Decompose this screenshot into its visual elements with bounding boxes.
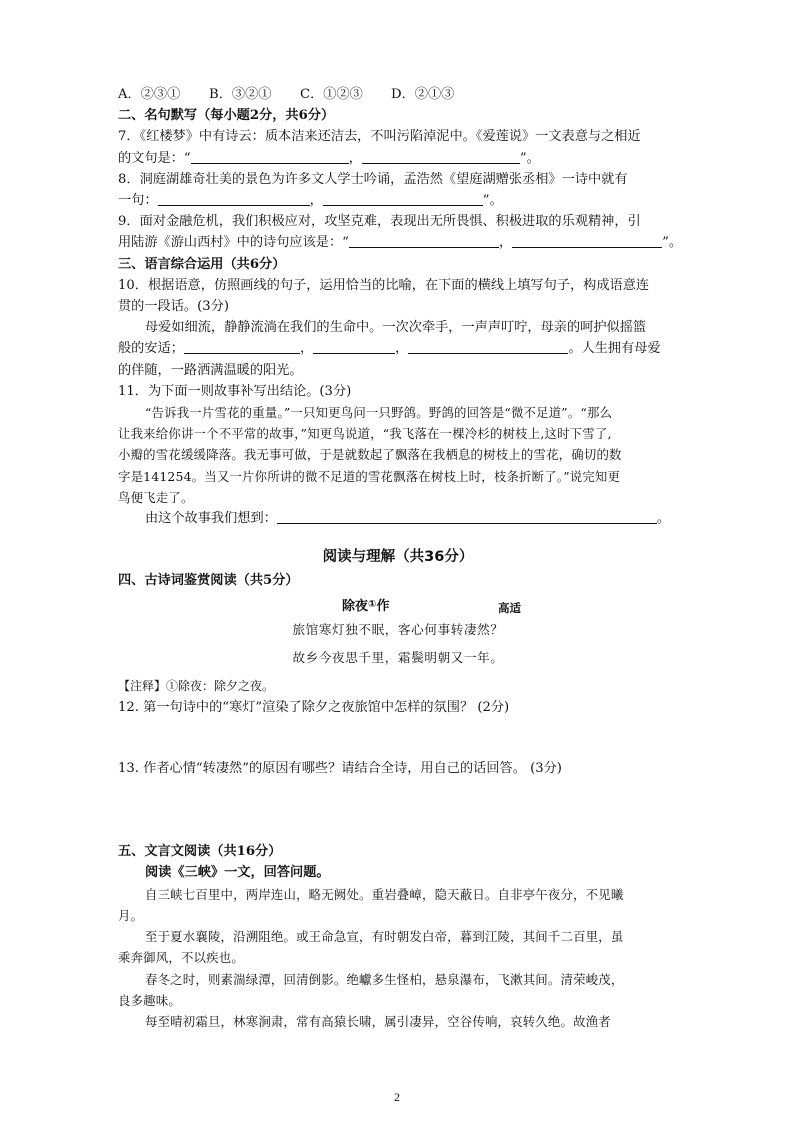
poem-note-mark: ① xyxy=(368,598,377,610)
story-line-2: 让我来给你讲一个不平常的故事，”知更鸟说道，“我飞落在一棵冷杉的树枝上,这时下雪了, xyxy=(118,426,612,442)
q7-end: ”。 xyxy=(519,150,540,166)
poem-line-2: 故乡今夜思千里，霜鬓明朝又一年。 xyxy=(292,649,504,665)
section-5-subtitle: 阅读《三峡》一文，回答问题。 xyxy=(145,865,330,881)
classical-p3-2: 良多趣味。 xyxy=(118,992,181,1008)
option-c: C．①②③ xyxy=(300,87,363,102)
q10-passage-1: 母爱如细流，静静流淌在我们的生命中。一次次牵手，一声声叮咛，母亲的呵护似摇篮 xyxy=(145,320,647,336)
section-3-title: 三、语言综合运用（共6分） xyxy=(118,256,286,272)
classical-p2-2: 乘奔御风，不以疾也。 xyxy=(118,950,244,966)
story-line-5: 鸟便飞走了。 xyxy=(118,489,194,505)
q8-prefix: 一句： xyxy=(118,193,158,209)
page-number: 2 xyxy=(394,1090,400,1104)
poem-note: 【注释】①除夜：除夕之夜。 xyxy=(118,678,275,693)
poem-title xyxy=(342,594,390,617)
option-d: D．②①③ xyxy=(391,87,455,102)
q9-blank-2[interactable] xyxy=(512,233,662,248)
comma: ， xyxy=(498,235,513,251)
q10-text-1: 10．根据语意，仿照画线的句子，运用恰当的比喻，在下面的横线上填写句子，构成语意连 xyxy=(118,277,650,293)
comma: ， xyxy=(348,150,362,166)
q10-prefix: 般的安适； xyxy=(118,341,184,357)
q8-text-1: 8．洞庭湖雄奇壮美的景色为许多文人学士吟诵，孟浩然《望庭湖赠张丞相》一诗中就有 xyxy=(118,171,628,187)
q7-blank-1[interactable] xyxy=(191,149,349,164)
option-b: B．③②① xyxy=(209,87,272,102)
q9-end: ”。 xyxy=(662,235,683,251)
section-5-title: 五、文言文阅读（共16分） xyxy=(118,844,282,860)
conclusion-prefix: 由这个故事我们想到： xyxy=(145,511,277,527)
comma: ， xyxy=(395,341,409,357)
q7-text-2 xyxy=(118,148,678,169)
exam-page xyxy=(118,84,683,1032)
section-2-title: 二、名句默写（每小题2分，共6分） xyxy=(118,108,335,124)
q13-text: 13. 作者心情“转凄然”的原因有哪些？请结合全诗，用自己的话回答。 (3分) xyxy=(118,761,562,777)
q8-text-2 xyxy=(118,190,678,211)
q7-text-1: 7．《红楼梦》中有诗云：质本洁来还洁去，不叫污陷淖泥中。《爱莲说》一文表意与之相近 xyxy=(118,129,641,145)
q10-passage-3: 的伴随，一路洒满温暖的阳光。 xyxy=(118,362,303,378)
q8-end: ”。 xyxy=(482,193,503,209)
poem-line-1: 旅馆寒灯独不眠，客心何事转凄然？ xyxy=(292,621,504,637)
section-4-title: 四、古诗词鉴赏阅读（共5分） xyxy=(118,573,299,589)
classical-p1-1: 自三峡七百里中，两岸连山，略无阙处。重岩叠嶂，隐天蔽日。自非亭午夜分，不见曦 xyxy=(145,886,624,902)
q13-answer-space[interactable] xyxy=(118,779,678,841)
story-line-3: 小瓣的雪花缓缓降落。我无事可做，于是就数起了飘落在我栖息的树枝上的雪花，确切的数 xyxy=(118,447,622,463)
poem-header xyxy=(118,592,678,616)
q12-text: 12. 第一句诗中的“寒灯”渲染了除夕之夜旅馆中怎样的氛围？ (2分) xyxy=(118,699,510,715)
q10-passage-2 xyxy=(118,338,678,359)
q10-blank-2[interactable] xyxy=(313,339,395,354)
q10-suffix: 。人生拥有母爱 xyxy=(568,341,661,357)
part-2-title: 阅读与理解（共36分） xyxy=(322,549,474,566)
classical-p4-1: 每至晴初霜旦，林寒涧肃，常有高猿长啸，属引凄异，空谷传响，哀转久绝。故渔者 xyxy=(145,1013,611,1029)
comma: ， xyxy=(309,193,323,209)
q10-text-2: 贯的一段话。(3分) xyxy=(118,299,229,315)
conclusion-end: 。 xyxy=(656,511,671,527)
q10-blank-3[interactable] xyxy=(408,339,568,354)
classical-p2-1: 至于夏水襄陵，沿溯阻绝。或王命急宣，有时朝发白帝，暮到江陵，其间千二百里，虽 xyxy=(145,929,624,945)
q12-answer-space[interactable] xyxy=(118,718,678,758)
comma: ， xyxy=(299,341,314,357)
q11-blank[interactable] xyxy=(277,509,657,524)
story-line-1: “告诉我一片雪花的重量。”一只知更鸟问一只野鸽。野鸽的回答是“微不足道”。“那么 xyxy=(145,405,613,421)
q7-prefix: 的文句是：“ xyxy=(118,150,191,166)
q8-blank-1[interactable] xyxy=(158,191,310,206)
q7-blank-2[interactable] xyxy=(362,149,520,164)
q9-text-1: 9．面对金融危机，我们积极应对，攻坚克难，表现出无所畏惧、积极进取的乐观精神，引 xyxy=(118,214,641,230)
q9-blank-1[interactable] xyxy=(349,233,499,248)
story-line-4: 字是141254。当又一片你所讲的微不足道的雪花飘落在树枝上时，枝条折断了。”说完知更 xyxy=(118,468,621,484)
q11-text: 11．为下面一则故事补写出结论。(3分) xyxy=(118,383,352,399)
q9-text-2 xyxy=(118,232,683,253)
q11-conclusion xyxy=(118,508,678,529)
poem-author: 高适 xyxy=(498,600,521,615)
classical-p1-2: 月。 xyxy=(118,907,144,923)
classical-p3-1: 春冬之时，则素湍绿潭，回清倒影。绝巘多生怪柏，悬泉瀑布，飞漱其间。清荣峻茂， xyxy=(145,971,624,987)
q9-prefix: 用陆游《游山西村》中的诗句应该是：“ xyxy=(118,235,349,251)
q10-blank-1[interactable] xyxy=(184,339,300,354)
poem-title-text: 除夜 xyxy=(342,598,369,614)
answer-options xyxy=(118,84,678,105)
q8-blank-2[interactable] xyxy=(323,191,483,206)
option-a: A．②③① xyxy=(118,87,181,102)
poem-title-suffix: 作 xyxy=(376,598,390,614)
